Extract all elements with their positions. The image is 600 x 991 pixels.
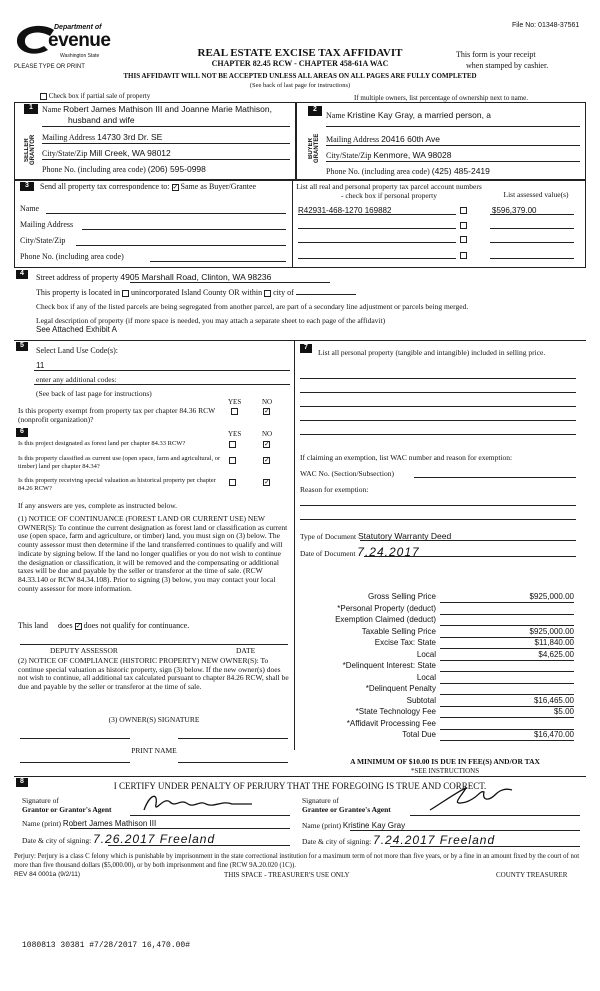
seller-side-label: SELLER GRANTOR [24,134,36,166]
corr-city-line[interactable] [76,245,286,246]
financial-value[interactable]: $925,000.00 [440,592,574,603]
seller-mail-line [42,143,290,144]
correspondence-divider [292,180,293,268]
deputy-assessor-label: DEPUTY ASSESSOR [50,646,118,655]
center-divider [294,340,295,750]
parcel-line-4 [298,258,456,259]
grantor-sig-label-2: Grantor or Grantor's Agent [22,805,112,814]
land-continuance-row [18,621,189,630]
seller-name-row [42,104,292,114]
grantor-sig-line [130,815,290,816]
financial-row [300,638,580,649]
deputy-date-label: DATE [236,646,256,655]
seller-mail-row [42,132,290,142]
grantee-sig-line [410,815,580,816]
assessed-line-4 [490,258,574,259]
land-use-line [34,370,290,371]
revenue-logo [14,22,124,62]
treasurer-space: THIS SPACE - TREASURER'S USE ONLY [224,871,350,879]
street-address[interactable]: 4905 Marshall Road, Clinton, WA 98236 [120,272,272,282]
grantor-date-line [108,845,290,846]
corr-name-label: Name [20,204,40,213]
this-land-label: This land [18,621,48,630]
located-row [36,288,356,297]
land-use-code[interactable]: 11 [36,361,45,370]
current-use-no-checkbox[interactable] [263,457,270,464]
parcel-personal-checkbox-1[interactable] [460,207,467,214]
buyer-phone-label: Phone No. (including area code) [326,167,430,176]
certify-statement: I CERTIFY UNDER PENALTY OF PERJURY THAT THE FOREGOING IS TRUE AND CORRECT. [113,781,487,791]
financial-value[interactable]: $5.00 [440,707,574,718]
grantor-sig-label-1: Signature of [22,796,59,805]
notice-compliance: (2) NOTICE OF COMPLIANCE (HISTORIC PROPERTY) NEW OWNER(S): To continue special valuation as historic property, sign (3) below. If the new owner(s) does not wish to continue, all additional tax calculated pursuant to chapter 84.26 RCW, shall be due and payable by the seller or transferor at the time of sale. [18,656,289,692]
land-use-label: Select Land Use Code(s): [36,346,118,355]
doc-date[interactable]: 7.24.2017 [357,545,420,559]
grantee-name[interactable]: Kristine Kay Gray [342,821,406,830]
assessed-value[interactable]: $596,379.00 [492,206,537,215]
grantee-sig-label-2: Grantee or Grantee's Agent [302,805,391,814]
sec6-yes-header: YES [228,430,242,438]
forest-yes-checkbox[interactable] [229,441,236,448]
seller-city-line [42,159,290,160]
street-label: Street address of property [36,273,119,282]
financial-row [300,684,580,695]
sec8-number: 8 [16,778,28,787]
reason-line-2[interactable] [300,519,576,520]
deputy-line[interactable] [20,644,288,645]
sec5-yes-header: YES [228,398,242,406]
grantee-name-label: Name (print) [302,821,341,830]
form-title: REAL ESTATE EXCISE TAX AFFIDAVIT [197,47,403,59]
forest-question: Is this project designated as forest land per chapter 84.33 RCW? [18,440,186,447]
doc-type-label: Type of Document [300,532,357,541]
parcel-header: List all real and personal property tax parcel account numbers - check box if personal property [296,182,482,200]
print-name-line-2[interactable] [178,762,288,763]
doc-type[interactable]: Statutory Warranty Deed [358,531,452,541]
assessed-line-2 [490,228,574,229]
doc-date-line [364,556,576,557]
financial-row [300,707,580,718]
financial-value[interactable] [440,673,574,684]
buyer-name-row [326,110,582,120]
grantor-date[interactable]: 7.26.2017 Freeland [93,832,216,846]
parcel-line-2 [298,228,456,229]
wac-no-line[interactable] [414,477,576,478]
parcel-number[interactable]: R42931-468-1270 169882 [298,206,392,215]
historic-yes-checkbox[interactable] [229,479,236,486]
logo-word-text: evenue [48,30,111,51]
seller-city[interactable]: Mill Creek, WA 98012 [89,148,171,158]
personal-line-4[interactable] [300,420,576,421]
see-instructions: *SEE INSTRUCTIONS [410,767,480,775]
buyer-section-number: 2 [308,106,322,116]
grantee-date-row [302,833,495,847]
grantor-signature[interactable] [140,790,280,816]
financial-value[interactable]: $16,465.00 [440,696,574,707]
buyer-name[interactable]: Kristine Kay Gray, a married person, a [347,110,492,120]
buyer-mail-label: Mailing Address [326,135,380,144]
legal-desc-value[interactable]: See Attached Exhibit A [36,325,117,334]
corr-city-label: City/State/Zip [20,236,66,245]
exempt-yes-checkbox[interactable] [231,408,238,415]
reason-line-1[interactable] [300,505,576,506]
financial-value[interactable] [440,615,574,626]
personal-property-label: List all personal property (tangible and intangible) included in selling price. [318,348,546,357]
seller-city-label: City/State/Zip [42,149,88,158]
financial-row [300,604,580,615]
grantee-name-line [350,830,580,831]
seller-section-number: 1 [24,104,38,114]
street-row [36,272,271,282]
grantee-signature-scribble [420,784,550,814]
doc-date-label: Date of Document [300,549,356,558]
assessed-line-3 [490,242,574,243]
parcel-personal-checkbox-4[interactable] [460,252,467,259]
financial-label: Total Due [402,730,436,739]
exempt-no-checkbox[interactable] [263,408,270,415]
receipt-line-2: when stamped by cashier. [466,61,549,70]
additional-codes-label: enter any additional codes: [36,375,117,384]
forest-no-checkbox[interactable] [263,441,270,448]
financial-value[interactable] [440,604,574,615]
county-treasurer: COUNTY TREASURER [496,871,568,879]
partial-sale-checkbox[interactable] [40,93,47,100]
financial-row [300,627,580,638]
corr-phone-line[interactable] [150,261,286,262]
personal-line-2[interactable] [300,392,576,393]
receipt-stamp: 1080813 30381 #7/28/2017 16,470.00# [22,941,191,950]
current-use-yes-checkbox[interactable] [229,457,236,464]
owner-signature-line-1[interactable] [20,738,130,739]
corr-name-line[interactable] [46,213,286,214]
grantee-date-line [390,846,580,847]
legal-desc-label: Legal description of property (if more space is needed, you may attach a separate sheet to each page of the affidavit) [36,316,386,325]
receipt-line-1: This form is your receipt [456,50,536,59]
buyer-city-line [326,161,580,162]
financial-label: *State Technology Fee [355,707,436,716]
does-label: does [58,621,73,630]
financial-value[interactable]: $925,000.00 [440,627,574,638]
multiple-owners-note: If multiple owners, list percentage of ownership next to name. [354,94,528,102]
corr-mail-line[interactable] [82,229,286,230]
send-correspondence-row [40,182,256,191]
financial-value[interactable]: $4,625.00 [440,650,574,661]
wac-claim-label: If claiming an exemption, list WAC number and reason for exemption: [300,453,513,462]
wac-no-label: WAC No. (Section/Subsection) [300,469,394,478]
minimum-due: A MINIMUM OF $10.00 IS DUE IN FEE(S) AND/OR TAX [350,757,540,766]
financial-label: Taxable Selling Price [361,626,436,636]
financial-row [300,650,580,661]
located-label-3: city of [273,288,294,297]
financial-label: Exemption Claimed (deduct) [335,615,436,624]
file-number: File No: 01348-37561 [512,22,580,29]
seller-mail[interactable]: 14730 3rd Dr. SE [97,132,163,142]
corr-mail-label: Mailing Address [20,220,74,229]
segregated-row [36,302,596,311]
grantee-date-label: Date & city of signing: [302,837,372,846]
logo-dept-text: Department of [54,24,102,31]
buyer-mail-row [326,134,580,144]
grantor-signature-scribble [140,790,280,816]
parcel-line-3 [298,242,456,243]
logo-state-text: Washington State [60,53,100,59]
seller-phone-label: Phone No. (including area code) [42,165,146,174]
historic-no-checkbox[interactable] [263,479,270,486]
personal-line-5[interactable] [300,434,576,435]
financial-label: Local [416,649,436,659]
sec7-number: 7 [300,344,312,353]
buyer-phone[interactable]: (425) 485-2419 [431,166,490,176]
reason-label: Reason for exemption: [300,485,369,494]
sec4-number: 4 [16,270,28,279]
financial-label: *Delinquent Interest: State [342,661,436,670]
grantor-name[interactable]: Robert James Mathison III [62,819,157,828]
current-use-question: Is this property classified as current use (open space, farm and agricultural, or timber) land per chapter 84.34? [18,455,221,470]
personal-line-3[interactable] [300,406,576,407]
if-yes-note: If any answers are yes, complete as instructed below. [18,501,178,510]
financial-row [300,696,580,707]
seller-name-2[interactable]: husband and wife [68,115,135,125]
sec5-top-line [14,340,586,341]
form-warning: THIS AFFIDAVIT WILL NOT BE ACCEPTED UNLESS ALL AREAS ON ALL PAGES ARE FULLY COMPLETED [123,72,477,80]
seller-city-row [42,148,290,158]
additional-codes-line[interactable] [34,384,290,385]
owner-signature-line-2[interactable] [178,738,288,739]
seller-phone-row [42,164,290,174]
parcel-personal-checkbox-2[interactable] [460,222,467,229]
financial-label: Local [416,672,436,682]
financial-value[interactable]: $11,840.00 [440,638,574,649]
send-label: Send all property tax correspondence to: [40,182,170,191]
unincorporated-checkbox[interactable] [122,290,129,297]
assessed-header: List assessed value(s) [503,190,569,199]
buyer-mail-line [326,145,580,146]
financial-row [300,661,580,672]
buyer-name-label: Name [326,111,346,120]
parcel-line-1 [298,214,456,215]
grantor-name-line [70,828,290,829]
located-label-2: unincorporated Island County OR within [130,288,263,297]
financial-label: *Personal Property (deduct) [337,603,436,613]
partial-sale-row [40,92,150,100]
sec3-number: 3 [20,182,34,191]
financial-row [300,615,580,626]
exempt-question: Is this property exempt from property tax per chapter 84.36 RCW (nonprofit organization)? [18,406,216,424]
buyer-city-label: City/State/Zip [326,151,372,160]
form-chapter: CHAPTER 82.45 RCW - CHAPTER 458-61A WAC [211,59,389,68]
financial-row [300,673,580,684]
financial-label: Gross Selling Price [367,592,436,601]
corr-phone-label: Phone No. (including area code) [20,252,124,261]
sec6-number: 6 [16,428,28,437]
city-checkbox[interactable] [264,290,271,297]
buyer-mail[interactable]: 20416 60th Ave [381,134,441,144]
assessed-line-1 [490,214,574,215]
financial-value[interactable] [440,684,574,695]
grantor-date-row [22,832,215,846]
buyer-city[interactable]: Kenmore, WA 98028 [373,150,452,160]
grantor-name-row [22,819,156,828]
financial-value[interactable]: $16,470.00 [440,730,574,741]
perjury-statement: Perjury: Perjury is a class C felony which is punishable by imprisonment in the state correctional institution for a maximum term of not more than five years, or by a fine in an amount fixed by the court of not more than five thousand dollars ($5,000.00), or by both imprisonment and fine (RCW 9A.20.020 (1C)). [14,853,580,869]
seller-name[interactable]: Robert James Mathison III and Joanne Marie Mathison, [63,104,272,114]
grantee-signature[interactable] [420,784,550,814]
doc-type-line [360,540,576,541]
grantee-date[interactable]: 7.24.2017 Freeland [373,833,496,847]
financial-row [300,719,580,730]
sec6-no-header: NO [262,430,273,438]
buyer-phone-row [326,166,580,176]
form-revision: REV 84 0001a (9/2/11) [14,871,81,878]
partial-sale-label: Check box if partial sale of property [48,92,151,100]
grantor-date-label: Date & city of signing: [22,836,92,845]
same-as-buyer-label: Same as Buyer/Grantee [180,182,257,191]
seller-name-line [42,126,290,127]
please-type: PLEASE TYPE OR PRINT [14,64,85,70]
qualify-label: qualify for continuance. [112,621,190,630]
financial-label: Excise Tax: State [374,638,436,647]
city-of-line[interactable] [296,294,356,295]
buyer-side-label: BUYER GRANTEE [308,133,320,163]
does-not-label: does not [83,621,111,630]
located-label-1: This property is located in [36,288,120,297]
sec8-top-line [14,776,586,777]
see-back-header: (See back of last page for instructions) [249,82,351,89]
owner-signature-label: (3) OWNER(S) SIGNATURE [108,715,200,724]
financial-label: *Delinquent Penalty [365,684,436,693]
financial-value[interactable] [440,661,574,672]
financial-label: *Affidavit Processing Fee [346,718,436,728]
sec5-no-header: NO [262,398,273,406]
financial-value[interactable] [440,719,574,730]
parcel-personal-checkbox-3[interactable] [460,236,467,243]
does-not-checkbox[interactable] [75,623,82,630]
seller-phone[interactable]: (206) 595-0998 [147,164,206,174]
seller-name-label: Name [42,105,62,114]
grantor-name-label: Name (print) [22,819,61,828]
grantee-name-row [302,821,405,830]
personal-line-1[interactable] [300,378,576,379]
notice-continuance: (1) NOTICE OF CONTINUANCE (FOREST LAND OR CURRENT USE) NEW OWNER(S): To continue the current designation as forest land or classification as current use (open space, farm and agriculture, or timber) land, you must sign on (3) below. The county assessor must then determine if the land transferred continues to qualify and will indicate by signing below. If the land no longer qualifies or you do not wish to continue the designation or classification, it will be removed and the compensating or additional taxes will be due and payable by the seller or transferor at the time of sale. (RCW 84.33.140 or RCW 84.34.108). Prior to signing (3) below, you may contact your local county assessor for more information. [18,514,288,593]
segregated-text: Check box if any of the listed parcels are being segregated from another parcel, are part of a secondary line adjustment or parcels being merged. [36,302,469,311]
buyer-name-line [326,126,580,127]
print-name-label: PRINT NAME [131,746,177,755]
financial-row [300,592,580,603]
buyer-city-row [326,150,580,160]
print-name-line-1[interactable] [20,762,130,763]
financial-row [300,730,580,741]
grantee-sig-label-1: Signature of [302,796,339,805]
sec5-number: 5 [16,342,28,351]
street-line [130,282,330,283]
financial-label: Subtotal [406,695,436,705]
same-as-buyer-checkbox[interactable] [172,184,179,191]
historic-question: Is this property receiving special valuation as historical property per chapter 84.26 RCW? [18,477,216,492]
seller-mail-label: Mailing Address [42,133,96,142]
sec5-see-back: (See back of last page for instructions) [36,389,152,398]
